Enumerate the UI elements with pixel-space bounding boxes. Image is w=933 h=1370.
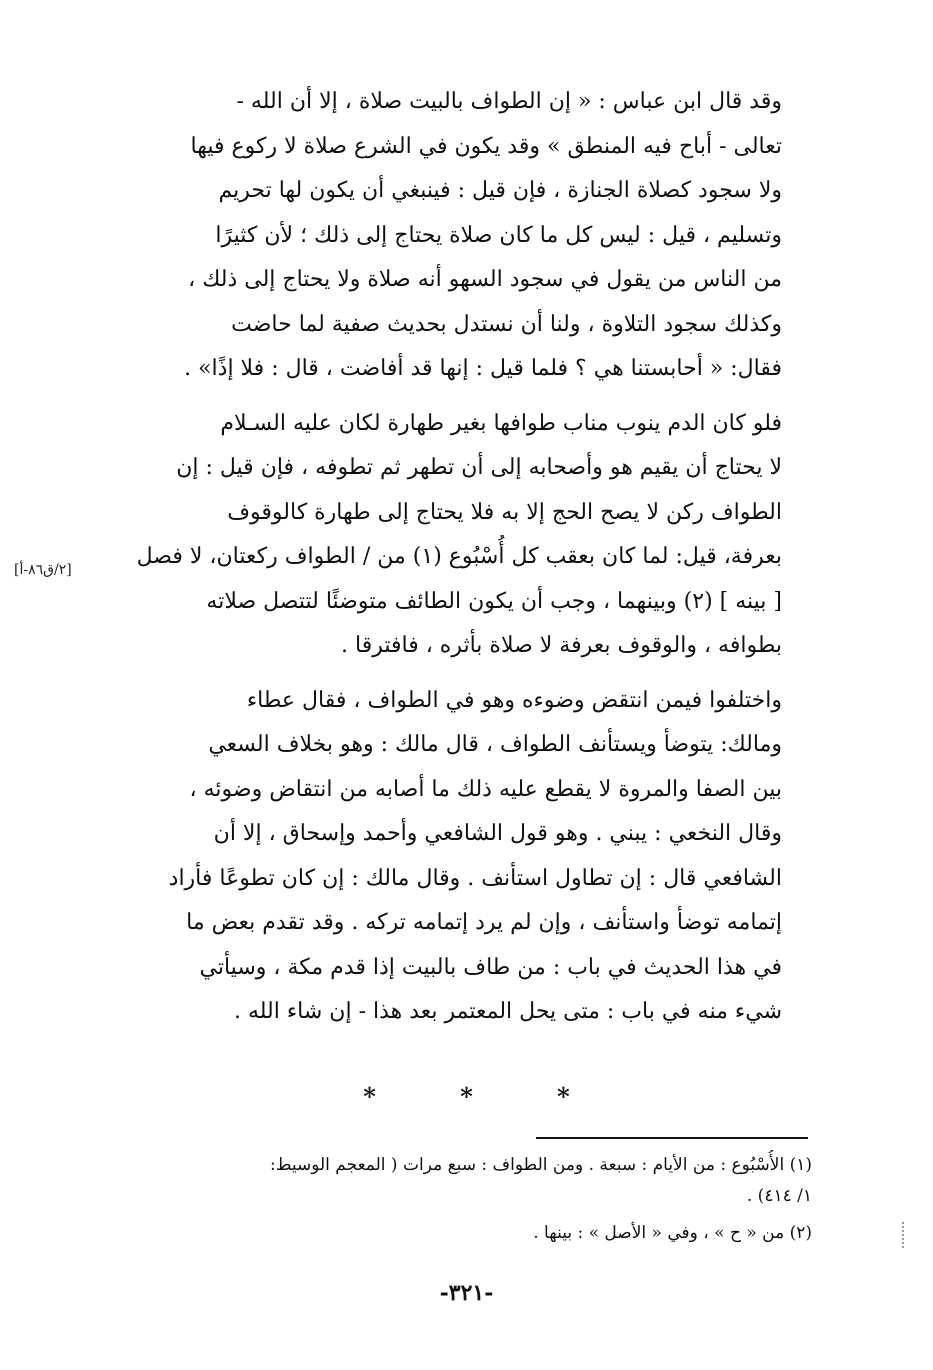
text-line: بطوافه ، والوقوف بعرفة لا صلاة بأثره ، فافترقا . [341,633,782,658]
text-line: واختلفوا فيمن انتقض وضوءه وهو في الطواف ، فقال عطاء [246,687,782,713]
footnote-2 [126,1218,812,1249]
paragraph-3 [130,679,820,1035]
text-line: ولا سجود كصلاة الجنازة ، فإن قيل : فينبغي أن يكون لها تحريم [218,178,782,203]
text-line: وقال النخعي : يبني . وهو قول الشافعي وأحمد وإسحاق ، إلا أن [213,821,782,846]
footnote-line: ١/ ٤١٤) . [746,1186,812,1206]
page-number: -٣٢١- [439,1280,494,1306]
text-line: وقد قال ابن عباس : « إن الطواف بالبيت صلاة ، إلا أن الله - [236,89,782,114]
text-line: شيء منه في باب : متى يحل المعتمر بعد هذا - إن شاء الله . [233,999,782,1024]
scan-edge-mark [902,1222,908,1248]
manuscript-folio-reference: [٢/ق٨٦-أ] [14,562,72,578]
main-text [130,80,820,1035]
text-line: [ بينه ] (٢) وبينهما ، وجب أن يكون الطائف متوضئًا لتتصل صلاته [206,588,782,614]
text-line: لا يحتاج أن يقيم هو وأصحابه إلى أن تطهر ثم تطوفه ، فإن قيل : إن [176,455,782,480]
text-line: بين الصفا والمروة لا يقطع عليه ذلك ما أصابه من انتقاض وضوئه ، [189,776,782,802]
separator-star: * [557,1082,570,1111]
text-line: الشافعي قال : إن تطاول استأنف . وقال مالك : إن كان تطوعًا فأراد [168,865,782,891]
footnote-line: (٢) من « ح » ، وفي « الأصل » : بينها . [533,1223,812,1243]
text-line: فقال: « أحابستنا هي ؟ فلما قيل : إنها قد أفاضت ، قال : فلا إذًا» . [184,356,782,381]
text-line: وتسليم ، قيل : ليس كل ما كان صلاة يحتاج إلى ذلك ؛ لأن كثيرًا [215,222,782,248]
paragraph-1 [130,80,820,392]
paragraph-2 [130,402,820,669]
text-line: تعالى - أباح فيه المنطق » وقد يكون في الشرع صلاة لا ركوع فيها [190,133,782,159]
text-line: الطواف ركن لا يصح الحج إلا به فلا يحتاج إلى طهارة كالوقوف [227,499,782,525]
text-line: من الناس من يقول في سجود السهو أنه صلاة ولا يحتاج إلى ذلك ، [188,267,782,292]
footnotes [126,1150,812,1249]
text-line: بعرفة، قيل: لما كان بعقب كل أُسْبُوع (١) من / الطواف ركعتان، لا فصل [136,544,782,569]
text-line: فلو كان الدم ينوب مناب طوافها بغير طهارة لكان عليه السـلام [220,410,782,436]
footnote-1 [126,1150,812,1212]
separator-star: * [363,1082,376,1111]
text-line: في هذا الحديث في باب : من طاف بالبيت إذا قدم مكة ، وسيأتي [199,954,782,980]
footnote-divider [536,1137,808,1139]
footnote-line: (١) الأُسْبُوع : من الأيام : سبعة . ومن الطواف : سبع مرات ( المعجم الوسيط: [269,1155,812,1175]
separator-star: * [460,1082,473,1111]
text-line: وكذلك سجود التلاوة ، ولنا أن نستدل بحديث صفية لما حاضت [231,311,782,337]
text-line: ومالك: يتوضأ ويستأنف الطواف ، قال مالك : وهو بخلاف السعي [208,732,782,757]
section-separator [0,1082,933,1111]
text-line: إتمامه توضأ واستأنف ، وإن لم يرد إتمامه تركه . وقد تقدم بعض ما [186,910,782,935]
